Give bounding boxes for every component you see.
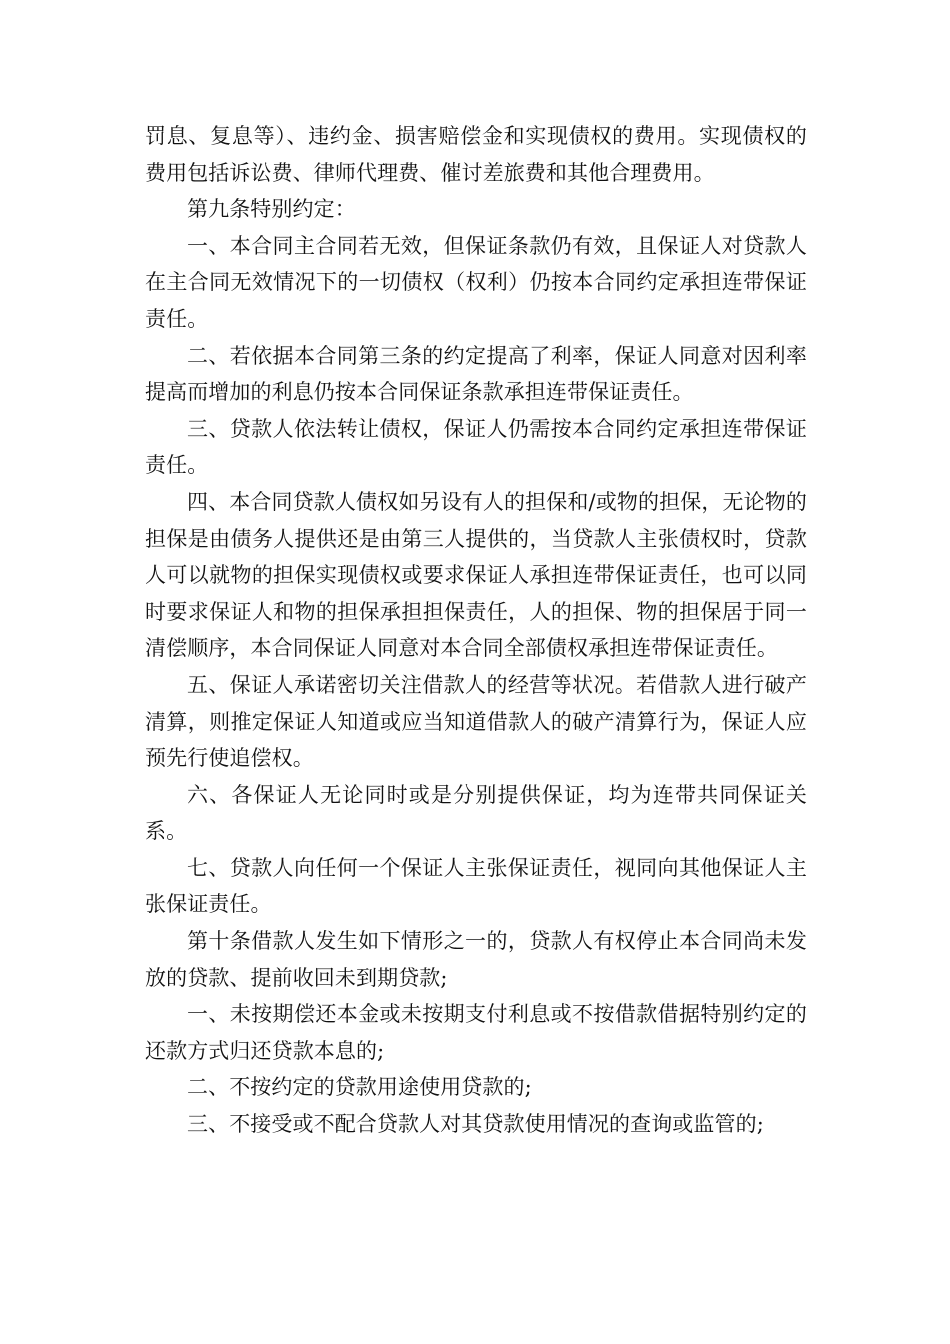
paragraph-clause-2: 二、若依据本合同第三条的约定提高了利率，保证人同意对因利率提高而增加的利息仍按本合同保证条款承担连带保证责任。 bbox=[145, 343, 807, 405]
paragraph-clause-3: 三、贷款人依法转让债权，保证人仍需按本合同约定承担连带保证责任。 bbox=[145, 416, 807, 478]
paragraph-article-9-heading: 第九条特别约定： bbox=[187, 197, 356, 222]
paragraph-clause-4: 四、本合同贷款人债权如另设有人的担保和/或物的担保，无论物的担保是由债务人提供还是由第三人提供的，当贷款人主张债权时，贷款人可以就物的担保实现债权或要求保证人承担连带保证责任，也可以同时要求保证人和物的担保承担担保责任，人的担保、物的担保居于同一清偿顺序，本合同保证人同意对本合同全部债权承担连带保证责任。 bbox=[145, 489, 807, 661]
document-body bbox=[145, 118, 807, 1143]
paragraph-clause-6: 六、各保证人无论同时或是分别提供保证，均为连带共同保证关系。 bbox=[145, 782, 807, 844]
paragraph-1: 罚息、复息等）、违约金、损害赔偿金和实现债权的费用。实现债权的费用包括诉讼费、律师代理费、催讨差旅费和其他合理费用。 bbox=[145, 124, 807, 185]
paragraph-article-10-item-1: 一、未按期偿还本金或未按期支付利息或不按借款借据特别约定的还款方式归还贷款本息的; bbox=[145, 1002, 807, 1063]
paragraph-clause-1: 一、本合同主合同若无效，但保证条款仍有效，且保证人对贷款人在主合同无效情况下的一切债权（权利）仍按本合同约定承担连带保证责任。 bbox=[145, 233, 807, 331]
paragraph-clause-7: 七、贷款人向任何一个保证人主张保证责任，视同向其他保证人主张保证责任。 bbox=[145, 855, 807, 917]
paragraph-article-10-item-2: 二、不按约定的贷款用途使用贷款的; bbox=[187, 1075, 532, 1100]
paragraph-article-10-item-3: 三、不接受或不配合贷款人对其贷款使用情况的查询或监管的; bbox=[187, 1112, 764, 1137]
paragraph-article-10-heading: 第十条借款人发生如下情形之一的，贷款人有权停止本合同尚未发放的贷款、提前收回未到期贷款; bbox=[145, 929, 807, 990]
paragraph-clause-5: 五、保证人承诺密切关注借款人的经营等状况。若借款人进行破产清算，则推定保证人知道或应当知道借款人的破产清算行为，保证人应预先行使追偿权。 bbox=[145, 672, 807, 771]
